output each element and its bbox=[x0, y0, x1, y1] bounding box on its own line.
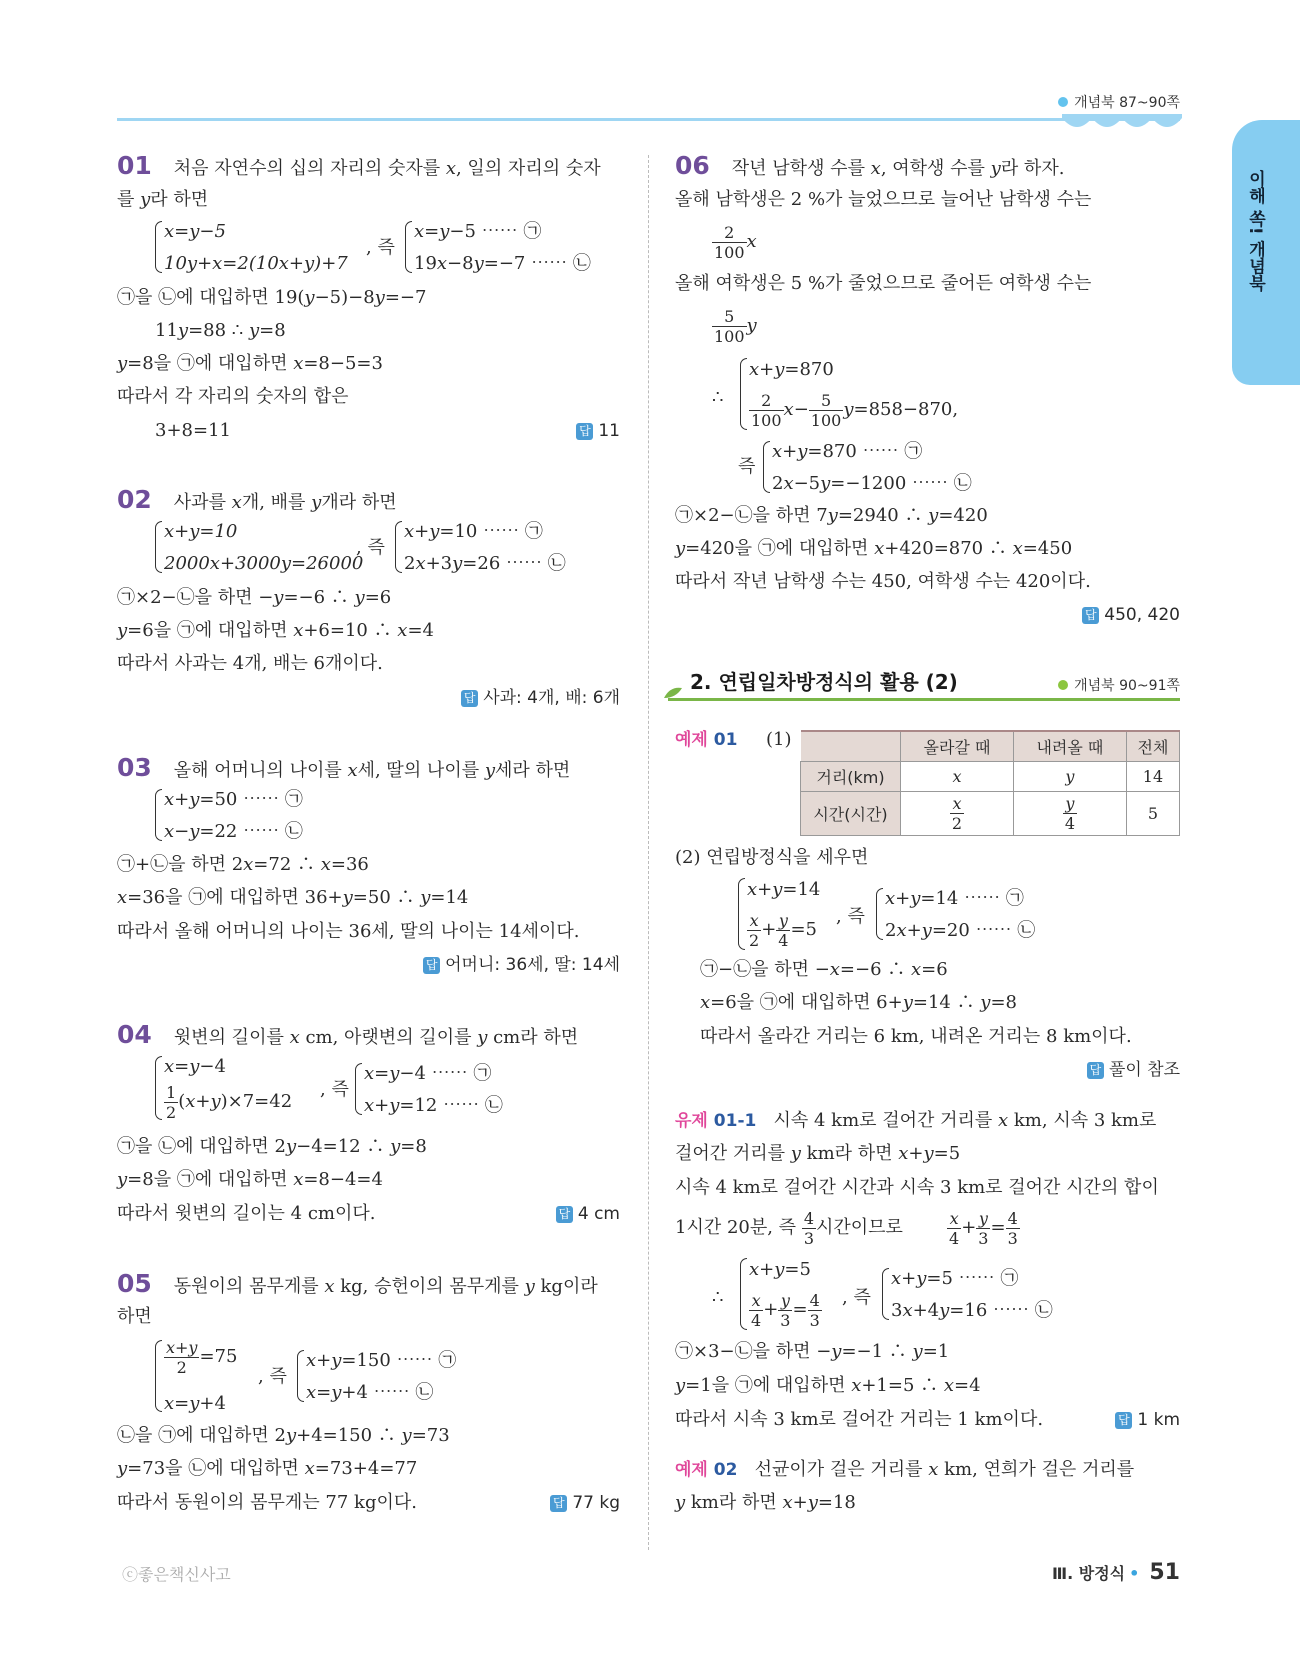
equation: 10𝑦+𝑥=2(10𝑥+𝑦)+7 bbox=[164, 253, 348, 274]
brace-icon bbox=[155, 1056, 162, 1120]
bullet-icon: • bbox=[1129, 1564, 1140, 1583]
answer-icon: 답 bbox=[576, 423, 593, 440]
brace-icon bbox=[763, 441, 770, 493]
answer: 답 1 km bbox=[1115, 1408, 1180, 1432]
fraction: $\frac{4}{3}$ bbox=[809, 1290, 820, 1330]
expression: $\frac{2}{100}$ 𝑥 bbox=[714, 222, 757, 262]
table-corner bbox=[801, 731, 901, 761]
equation: 𝑥+𝑦=10 bbox=[164, 521, 238, 542]
equation: 𝑥+𝑦=10 ⋯⋯ ㉠ bbox=[404, 521, 543, 542]
fraction: $\frac{2}{100}$ bbox=[751, 390, 782, 430]
equation: 𝑥+𝑦=5 ⋯⋯ ㉠ bbox=[891, 1268, 1019, 1289]
table-header: 전체 bbox=[1126, 731, 1179, 761]
connector-text: , 즉 bbox=[366, 237, 395, 258]
answer: 답 어머니: 36세, 딸: 14세 bbox=[423, 953, 620, 977]
exercise-line3: 시속 4 km로 걸어간 시간과 시속 3 km로 걸어간 시간의 합이 bbox=[675, 1177, 1159, 1198]
exercise-line4: 1시간 20분, 즉 $\frac{4}{3}$ 시간이므로 bbox=[675, 1208, 903, 1248]
brace-icon bbox=[882, 1268, 889, 1320]
solution-line: 𝑦=8을 ㉠에 대입하면 𝑥=8−4=4 bbox=[117, 1169, 383, 1190]
answer: 답 풀이 참조 bbox=[1087, 1058, 1180, 1082]
solution-line: 따라서 올라간 거리는 6 km, 내려온 거리는 8 km이다. bbox=[700, 1026, 1132, 1047]
solution-line: 𝑦=420을 ㉠에 대입하면 𝑥+420=870 ∴ 𝑥=450 bbox=[675, 538, 1073, 559]
example-02-line1: 예제 02 선균이가 걸은 거리를 𝑥 km, 연희가 걸은 거리를 bbox=[675, 1459, 1135, 1480]
table-cell: 5 bbox=[1126, 791, 1179, 835]
solution-line: 따라서 사과는 4개, 배는 6개이다. bbox=[117, 653, 383, 674]
publisher-mark: ⓒ좋은책신사고 bbox=[122, 1565, 231, 1584]
table-header: 내려올 때 bbox=[1013, 731, 1126, 761]
brace-icon bbox=[740, 1258, 747, 1330]
equation: 𝑥=𝑦+4 ⋯⋯ ㉡ bbox=[306, 1382, 434, 1403]
page-number: 51 bbox=[1149, 1560, 1180, 1585]
fraction: $\frac{\text{𝑦}}{4}$ bbox=[778, 910, 789, 950]
problem-01-line2: 를 𝑦라 하면 bbox=[117, 189, 209, 210]
solution-line: 따라서 동원이의 몸무게는 77 kg이다. bbox=[117, 1492, 417, 1513]
solution-line: 따라서 각 자리의 숫자의 합은 bbox=[117, 386, 349, 407]
equation: 𝑥=𝑦−4 ⋯⋯ ㉠ bbox=[364, 1063, 492, 1084]
answer-icon: 답 bbox=[423, 957, 440, 974]
exercise-line1: 유제 01-1 시속 4 km로 걸어간 거리를 𝑥 km, 시속 3 km로 bbox=[675, 1110, 1157, 1131]
distance-time-table bbox=[800, 730, 1180, 836]
example-label: 예제 01 bbox=[675, 730, 738, 750]
exercise-line2: 걸어간 거리를 𝑦 km라 하면 𝑥+𝑦=5 bbox=[675, 1143, 961, 1164]
brace-icon bbox=[297, 1350, 304, 1402]
problem-05-line1: 05 동원이의 몸무게를 𝑥 kg, 승헌이의 몸무게를 𝑦 kg이라 bbox=[117, 1269, 598, 1298]
fraction: $\frac{4}{3}$ bbox=[803, 1208, 814, 1248]
fraction: $\frac{\text{𝑥}}{4}$ bbox=[949, 1208, 960, 1248]
equation: 3𝑥+4𝑦=16 ⋯⋯ ㉡ bbox=[891, 1300, 1053, 1321]
brace-icon bbox=[395, 521, 402, 573]
solution-line: 𝑦=6을 ㉠에 대입하면 𝑥+6=10 ∴ 𝑥=4 bbox=[117, 620, 434, 641]
fraction: $\frac{\text{𝑥}}{2}$ bbox=[749, 910, 760, 950]
problem-06-line3: 올해 여학생은 5 %가 줄었으므로 줄어든 여학생 수는 bbox=[675, 273, 1092, 294]
brace-icon bbox=[155, 221, 162, 273]
problem-01-line1: 01 처음 자연수의 십의 자리의 숫자를 𝑥, 일의 자리의 숫자 bbox=[117, 151, 601, 180]
solution-line: ㉠−㉡을 하면 −𝑥=−6 ∴ 𝑥=6 bbox=[700, 959, 948, 980]
wave-decoration bbox=[1062, 114, 1182, 136]
brace-icon bbox=[876, 888, 883, 940]
solution-line: 따라서 작년 남학생 수는 450, 여학생 수는 420이다. bbox=[675, 571, 1091, 592]
column-divider bbox=[648, 155, 649, 1550]
equation: 𝑥+𝑦=50 ⋯⋯ ㉠ bbox=[164, 789, 303, 810]
example-02-line2: 𝑦 km라 하면 𝑥+𝑦=18 bbox=[675, 1492, 856, 1513]
solution-line: ㉠×2−㉡을 하면 −𝑦=−6 ∴ 𝑦=6 bbox=[117, 587, 392, 608]
solution-line: 𝑦=8을 ㉠에 대입하면 𝑥=8−5=3 bbox=[117, 353, 383, 374]
solution-line: 3+8=11 bbox=[155, 420, 231, 441]
equation: 𝑥+𝑦=150 ⋯⋯ ㉠ bbox=[306, 1350, 457, 1371]
equation: 2𝑥−5𝑦=−1200 ⋯⋯ ㉡ bbox=[772, 473, 972, 494]
answer-icon: 답 bbox=[1115, 1412, 1132, 1429]
equation: 𝑥+𝑦=14 ⋯⋯ ㉠ bbox=[885, 888, 1024, 909]
equation: $\frac{\text{𝑥}}{4}$ + $\frac{\text{𝑦}}{3}$ = $\frac{4}{3}$ bbox=[949, 1208, 1018, 1248]
connector-text: , 즉 bbox=[356, 537, 385, 558]
problem-number: 04 bbox=[117, 1020, 152, 1049]
bullet-dot-icon bbox=[1058, 97, 1068, 107]
fraction: $\frac{1}{2}$ bbox=[166, 1082, 177, 1122]
solution-line: 따라서 윗변의 길이는 4 cm이다. bbox=[117, 1203, 376, 1224]
problem-05-line2: 하면 bbox=[117, 1306, 152, 1327]
solution-line: 따라서 올해 어머니의 나이는 36세, 딸의 나이는 14세이다. bbox=[117, 921, 580, 942]
brace-icon bbox=[405, 221, 412, 273]
connector-text: , 즉 bbox=[842, 1287, 871, 1308]
equation: 2𝑥+𝑦=20 ⋯⋯ ㉡ bbox=[885, 920, 1036, 941]
expression: $\frac{5}{100}$ 𝑦 bbox=[714, 306, 757, 346]
answer-icon: 답 bbox=[1082, 607, 1099, 624]
equation: 2000𝑥+3000𝑦=26000 bbox=[164, 553, 364, 574]
sub-question: (1) bbox=[766, 729, 792, 750]
brace-icon bbox=[740, 358, 747, 430]
answer: 답 사과: 4개, 배: 6개 bbox=[461, 686, 620, 710]
brace-icon bbox=[155, 521, 162, 573]
fraction: $\frac{5}{100}$ bbox=[810, 390, 842, 430]
answer-icon: 답 bbox=[550, 1495, 567, 1512]
table-cell: $\frac{\text{𝑥}}{2}$ bbox=[901, 791, 1014, 835]
equation: $\frac{\text{𝑥}}{2}$ + $\frac{\text{𝑦}}{4}$ =5 bbox=[749, 910, 818, 950]
table-row-header: 시간(시간) bbox=[801, 791, 901, 835]
header-reference: 개념북 87~90쪽 bbox=[1058, 92, 1180, 112]
problem-02-line1: 02 사과를 𝑥개, 배를 𝑦개라 하면 bbox=[117, 485, 397, 514]
section-reference: 개념북 90~91쪽 bbox=[1058, 675, 1180, 695]
answer-icon: 답 bbox=[556, 1206, 573, 1223]
equation: $\frac{2}{100}$ 𝑥− $\frac{5}{100}$ 𝑦=858−870, bbox=[751, 390, 959, 430]
connector-text: , 즉 bbox=[258, 1366, 287, 1387]
connector-text: , 즉 bbox=[320, 1079, 349, 1100]
solution-line: ㉠을 ㉡에 대입하면 19(𝑦−5)−8𝑦=−7 bbox=[117, 287, 427, 308]
table-cell: 𝑦 bbox=[1013, 761, 1126, 791]
brace-icon bbox=[355, 1063, 362, 1115]
solution-line: 𝑦=73을 ㉡에 대입하면 𝑥=73+4=77 bbox=[117, 1458, 418, 1479]
solution-line: ㉠×3−㉡을 하면 −𝑦=−1 ∴ 𝑦=1 bbox=[675, 1341, 950, 1362]
problem-number: 05 bbox=[117, 1269, 152, 1298]
equation: 19𝑥−8𝑦=−7 ⋯⋯ ㉡ bbox=[414, 253, 591, 274]
solution-line: (2) 연립방정식을 세우면 bbox=[675, 847, 869, 868]
problem-06-line2: 올해 남학생은 2 %가 늘었으므로 늘어난 남학생 수는 bbox=[675, 189, 1092, 210]
answer: 답 77 kg bbox=[550, 1491, 620, 1515]
equation: 𝑥+𝑦=870 ⋯⋯ ㉠ bbox=[772, 441, 923, 462]
equation: 2𝑥+3𝑦=26 ⋯⋯ ㉡ bbox=[404, 553, 566, 574]
solution-line: 따라서 시속 3 km로 걸어간 거리는 1 km이다. bbox=[675, 1409, 1044, 1430]
brace-icon bbox=[155, 1340, 162, 1412]
problem-number: 03 bbox=[117, 753, 152, 782]
fraction: $\frac{\text{𝑦}}{3}$ bbox=[978, 1208, 989, 1248]
fraction: $\frac{\text{𝑦}}{3}$ bbox=[780, 1290, 791, 1330]
equation: 𝑥=𝑦−5 ⋯⋯ ㉠ bbox=[414, 221, 542, 242]
solution-line: 𝑦=1을 ㉠에 대입하면 𝑥+1=5 ∴ 𝑥=4 bbox=[675, 1375, 981, 1396]
therefore-symbol: ∴ bbox=[712, 387, 724, 408]
solution-line: 𝑥=6을 ㉠에 대입하면 6+𝑦=14 ∴ 𝑦=8 bbox=[700, 992, 1018, 1013]
equation: 𝑥=𝑦−5 bbox=[164, 221, 226, 242]
section-title: 2. 연립일차방정식의 활용 (2) bbox=[690, 670, 958, 694]
equation: 𝑥+𝑦=14 bbox=[747, 879, 821, 900]
equation: $\frac{1}{2}$ (𝑥+𝑦)×7=42 bbox=[166, 1082, 293, 1122]
problem-04-line1: 04 윗변의 길이를 𝑥 cm, 아랫변의 길이를 𝑦 cm라 하면 bbox=[117, 1020, 579, 1049]
problem-03-line1: 03 올해 어머니의 나이를 𝑥세, 딸의 나이를 𝑦세라 하면 bbox=[117, 753, 571, 782]
problem-number: 02 bbox=[117, 485, 152, 514]
fraction: $\frac{2}{100}$ bbox=[714, 222, 745, 262]
solution-line: ㉠+㉡을 하면 2𝑥=72 ∴ 𝑥=36 bbox=[117, 854, 369, 875]
fraction: $\frac{4}{3}$ bbox=[1007, 1208, 1018, 1248]
table-cell: 14 bbox=[1126, 761, 1179, 791]
brace-icon bbox=[155, 789, 162, 841]
solution-line: 𝑥=36을 ㉠에 대입하면 36+𝑦=50 ∴ 𝑦=14 bbox=[117, 887, 469, 908]
solution-line: ㉡을 ㉠에 대입하면 2𝑦+4=150 ∴ 𝑦=73 bbox=[117, 1425, 450, 1446]
solution-line: ㉠을 ㉡에 대입하면 2𝑦−4=12 ∴ 𝑦=8 bbox=[117, 1136, 427, 1157]
connector-text: , 즉 bbox=[836, 906, 865, 927]
answer: 답 11 bbox=[576, 419, 620, 443]
therefore-symbol: ∴ bbox=[712, 1287, 724, 1308]
equation: 𝑥+𝑦=12 ⋯⋯ ㉡ bbox=[364, 1095, 503, 1116]
brace-icon bbox=[738, 878, 745, 950]
connector-text: 즉 bbox=[738, 456, 756, 477]
answer: 답 450, 420 bbox=[1082, 603, 1180, 627]
side-tab-label: 이해 쏙! 개념북 bbox=[1245, 170, 1265, 292]
table-header: 올라갈 때 bbox=[901, 731, 1014, 761]
solution-line: ㉠×2−㉡을 하면 7𝑦=2940 ∴ 𝑦=420 bbox=[675, 505, 988, 526]
table-cell: 𝑥 bbox=[901, 761, 1014, 791]
equation: 𝑥+𝑦=870 bbox=[749, 359, 834, 380]
equation: 𝑥=𝑦−4 bbox=[164, 1056, 226, 1077]
equation: 𝑥−𝑦=22 ⋯⋯ ㉡ bbox=[164, 821, 303, 842]
equation: 𝑥+𝑦=5 bbox=[749, 1259, 811, 1280]
page-footer: Ⅲ. 방정식 • 51 bbox=[1051, 1560, 1180, 1585]
equation: $\frac{\text{𝑥+𝑦}}{2}$ =75 bbox=[166, 1337, 238, 1377]
table-row-header: 거리(km) bbox=[801, 761, 901, 791]
table-cell: $\frac{\text{𝑦}}{4}$ bbox=[1013, 791, 1126, 835]
bullet-dot-icon bbox=[1058, 680, 1068, 690]
header-line bbox=[117, 118, 1180, 121]
answer-icon: 답 bbox=[461, 690, 478, 707]
fraction: $\frac{\text{𝑥}}{4}$ bbox=[751, 1290, 762, 1330]
section-underline bbox=[668, 698, 1180, 701]
equation: 𝑥=𝑦+4 bbox=[164, 1393, 226, 1414]
problem-06-line1: 06 작년 남학생 수를 𝑥, 여학생 수를 𝑦라 하자. bbox=[675, 151, 1065, 180]
equation: $\frac{\text{𝑥}}{4}$ + $\frac{\text{𝑦}}{3}$ = $\frac{4}{3}$ bbox=[751, 1290, 820, 1330]
fraction: $\frac{5}{100}$ bbox=[714, 306, 745, 346]
solution-line: 11𝑦=88 ∴ 𝑦=8 bbox=[155, 320, 286, 341]
problem-number: 01 bbox=[117, 151, 152, 180]
answer-icon: 답 bbox=[1087, 1062, 1104, 1079]
answer: 답 4 cm bbox=[556, 1202, 620, 1226]
fraction: $\frac{\text{𝑥+𝑦}}{2}$ bbox=[166, 1337, 198, 1377]
problem-number: 06 bbox=[675, 151, 710, 180]
